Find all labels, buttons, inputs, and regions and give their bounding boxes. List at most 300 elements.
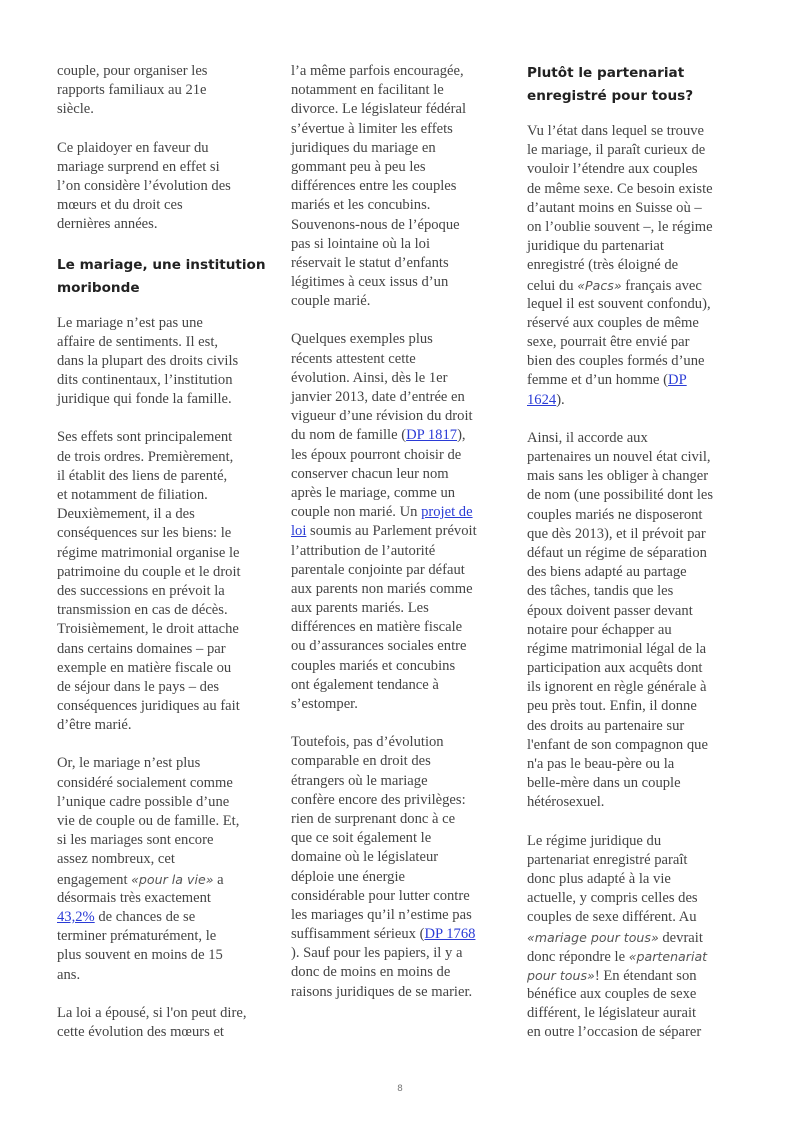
text-run: Toutefois, pas d’évolution xyxy=(291,734,444,751)
text-line xyxy=(527,621,752,640)
text-line xyxy=(57,352,282,371)
text-run: couples de sexe différent. Au xyxy=(527,909,697,926)
text-run: participation aux acquêts dont xyxy=(527,660,703,677)
text-line xyxy=(291,407,516,426)
text-run: ). xyxy=(556,391,565,408)
paragraph xyxy=(291,62,516,311)
text-run: rapports familiaux au 21e xyxy=(57,82,207,99)
text-line xyxy=(527,276,752,295)
text-run: considéré socialement comme xyxy=(57,774,233,791)
text-run: devrait xyxy=(658,929,703,946)
text-run: celui du xyxy=(527,277,578,294)
reference-link[interactable]: loi xyxy=(291,523,307,540)
text-line xyxy=(527,295,752,314)
text-run: réservé aux couples de même xyxy=(527,314,699,331)
text-line xyxy=(291,196,516,215)
text-run: patrimoine du couple et le droit xyxy=(57,563,241,580)
text-run: actuelle, y compris celles des xyxy=(527,890,698,907)
text-run: légitimes à ceux issus d’un xyxy=(291,274,449,291)
text-line xyxy=(57,927,282,946)
text-run: notaire pour échapper au xyxy=(527,621,672,638)
reference-link[interactable]: 43,2% xyxy=(57,908,95,925)
text-line xyxy=(57,946,282,965)
text-line xyxy=(291,618,516,637)
text-run: que ce soit également le xyxy=(291,830,432,847)
text-line xyxy=(291,177,516,196)
text-line xyxy=(527,314,752,333)
text-line xyxy=(57,716,282,735)
text-line xyxy=(291,465,516,484)
text-run: couple marié. xyxy=(291,293,371,310)
text-run: l’unique cadre possible d’une xyxy=(57,793,230,810)
text-line xyxy=(527,678,752,697)
text-line xyxy=(57,850,282,869)
text-run: pas si lointaine où la loi xyxy=(291,235,431,252)
text-run: ! En étendant son xyxy=(594,967,697,984)
text-run: Ainsi, il accorde aux xyxy=(527,429,648,446)
text-run: donc de moins en moins de xyxy=(291,964,451,981)
text-line xyxy=(57,563,282,582)
text-line xyxy=(57,62,282,81)
text-line xyxy=(291,810,516,829)
text-run: vie de couple ou de famille. Et, xyxy=(57,813,240,829)
text-line xyxy=(57,254,282,277)
text-run: s’évertue à limiter les effets xyxy=(291,120,453,137)
text-line xyxy=(291,273,516,292)
text-line xyxy=(57,544,282,563)
text-run: confère encore des privilèges: xyxy=(291,791,466,808)
text-line xyxy=(291,216,516,235)
text-line xyxy=(57,774,282,793)
text-run: désormais très exactement xyxy=(57,889,211,906)
text-run: français avec xyxy=(621,277,702,294)
paragraph xyxy=(527,832,752,1043)
text-run: couple, pour organiser les xyxy=(57,63,208,79)
text-run: s’estomper. xyxy=(291,696,358,712)
text-line xyxy=(527,889,752,908)
text-run: raisons juridiques de se marier. xyxy=(291,983,473,1000)
text-line xyxy=(527,736,752,755)
text-line xyxy=(57,215,282,234)
text-run: de séjour dans le pays – des xyxy=(57,678,220,695)
text-run: couples mariés et concubins xyxy=(291,657,456,674)
text-run: Souvenons-nous de l’époque xyxy=(291,216,460,233)
emphasis-text: «mariage pour tous» xyxy=(527,929,659,945)
text-line xyxy=(291,983,516,1002)
text-run: d’autant moins en Suisse où – xyxy=(527,199,702,216)
text-run: divorce. Le législateur fédéral xyxy=(291,101,467,118)
text-line xyxy=(527,256,752,275)
text-line xyxy=(291,254,516,273)
text-line xyxy=(291,599,516,618)
text-line xyxy=(57,505,282,524)
text-line xyxy=(527,62,752,85)
paragraph xyxy=(57,139,282,235)
text-run: couples mariés ne disposeront xyxy=(527,506,703,523)
text-line xyxy=(57,620,282,639)
text-run: Le mariage, une institution xyxy=(57,256,266,273)
text-line xyxy=(57,793,282,812)
paragraph xyxy=(291,733,516,1002)
text-run: étrangers où le mariage xyxy=(291,772,428,789)
text-line xyxy=(57,1004,282,1023)
text-line xyxy=(291,561,516,580)
text-line xyxy=(527,697,752,716)
text-line xyxy=(57,870,282,889)
text-line xyxy=(527,717,752,736)
text-line xyxy=(291,848,516,867)
text-run: donc répondre le xyxy=(527,948,629,965)
text-run: mœurs et du droit ces xyxy=(57,197,183,214)
text-line xyxy=(291,752,516,771)
paragraph xyxy=(291,330,516,714)
text-run: l’on considère l’évolution des xyxy=(57,177,231,194)
text-line xyxy=(57,196,282,215)
text-line xyxy=(291,81,516,100)
text-run: rien de surprenant donc à ce xyxy=(291,810,456,827)
text-run: plus souvent en moins de 15 xyxy=(57,947,223,964)
text-run: aux parents non mariés comme xyxy=(291,580,473,597)
text-run: ), xyxy=(457,427,466,444)
text-run: janvier 2013, date d’entrée en xyxy=(291,389,465,405)
text-line xyxy=(57,448,282,467)
text-line xyxy=(291,676,516,695)
text-line xyxy=(57,889,282,908)
text-run: après le mariage, comme un xyxy=(291,484,456,501)
text-line xyxy=(57,678,282,697)
text-run: aux parents mariés. Les xyxy=(291,600,429,617)
text-line xyxy=(527,832,752,851)
text-run: juridique qui fonde la famille. xyxy=(57,391,232,408)
text-line xyxy=(57,486,282,505)
text-run: enregistré (très éloigné de xyxy=(527,257,679,274)
text-run: des biens adapté au partage xyxy=(527,564,687,581)
text-line xyxy=(57,601,282,620)
text-line xyxy=(291,829,516,848)
text-run: l’a même parfois encouragée, xyxy=(291,63,464,79)
text-line xyxy=(527,851,752,870)
text-run: différences entre les couples xyxy=(291,178,457,195)
text-run: mariés et les concubins. xyxy=(291,197,431,214)
text-line xyxy=(527,582,752,601)
text-run: femme et d’un homme ( xyxy=(527,372,669,389)
text-run: Troisièmement, le droit attache xyxy=(57,621,239,638)
text-run: siècle. xyxy=(57,101,94,118)
text-run: de trois ordres. Premièrement, xyxy=(57,448,234,465)
text-run: couple non marié. Un xyxy=(291,504,422,521)
text-run: vouloir l’étendre aux couples xyxy=(527,161,698,178)
text-line xyxy=(527,199,752,218)
text-line xyxy=(527,908,752,927)
text-run: des tâches, tandis que les xyxy=(527,583,674,600)
text-line xyxy=(527,85,752,108)
text-run: gommant peu à peu les xyxy=(291,158,426,175)
text-run: Le régime juridique du xyxy=(527,832,662,849)
text-line xyxy=(57,428,282,447)
text-line xyxy=(291,772,516,791)
text-run: ils ignorent en règle générale à xyxy=(527,679,707,696)
text-line xyxy=(291,695,516,714)
text-line xyxy=(291,139,516,158)
emphasis-text: «pour la vie» xyxy=(131,871,214,887)
text-line xyxy=(57,100,282,119)
text-line xyxy=(291,542,516,561)
text-line xyxy=(527,486,752,505)
emphasis-text: «partenariat xyxy=(628,948,708,964)
text-line xyxy=(57,139,282,158)
text-run: Ce plaidoyer en faveur du xyxy=(57,139,209,156)
text-line xyxy=(57,831,282,850)
text-line xyxy=(291,350,516,369)
text-line xyxy=(527,602,752,621)
text-line xyxy=(527,333,752,352)
text-line xyxy=(527,180,752,199)
emphasis-text: pour tous» xyxy=(527,967,595,983)
text-run: exemple en matière fiscale ou xyxy=(57,659,232,676)
text-line xyxy=(57,1023,282,1042)
text-line xyxy=(527,1004,752,1023)
text-run: que dès 2013), et il prévoit par xyxy=(527,525,706,542)
text-column-1 xyxy=(57,62,282,1061)
text-line xyxy=(527,160,752,179)
text-line xyxy=(291,100,516,119)
text-run: défaut un régime de séparation xyxy=(527,544,707,561)
text-run: moribonde xyxy=(57,279,140,296)
text-run: donc plus adapté à la vie xyxy=(527,870,671,887)
emphasis-text: «Pacs» xyxy=(577,277,622,293)
text-line xyxy=(291,484,516,503)
text-run: vigueur d’une révision du droit xyxy=(291,408,473,425)
reference-link[interactable]: 1624 xyxy=(527,391,557,408)
text-line xyxy=(57,177,282,196)
reference-link[interactable]: projet de xyxy=(421,504,473,521)
text-run: de chances de se xyxy=(94,908,196,925)
text-line xyxy=(57,582,282,601)
text-line xyxy=(527,122,752,141)
text-line xyxy=(291,963,516,982)
text-run: juridiques du mariage en xyxy=(291,139,436,156)
text-line xyxy=(527,966,752,985)
text-run: Le mariage n’est pas une xyxy=(57,314,203,331)
text-run: le mariage, il paraît curieux de xyxy=(527,142,706,159)
paragraph xyxy=(527,429,752,813)
text-run: Ses effets sont principalement xyxy=(57,429,233,446)
text-line xyxy=(291,580,516,599)
text-run: et notamment de filiation. xyxy=(57,487,208,503)
text-run: dernières années. xyxy=(57,216,158,233)
text-line xyxy=(527,947,752,966)
text-line xyxy=(527,352,752,371)
text-run: époux doivent passer devant xyxy=(527,602,693,619)
text-line xyxy=(57,640,282,659)
text-run: suffisamment sérieux ( xyxy=(291,926,425,943)
text-line xyxy=(291,791,516,810)
text-run: partenaires un nouvel état civil, xyxy=(527,449,711,465)
text-run: de nom (une possibilité dont les xyxy=(527,487,714,504)
text-run: juridique du partenariat xyxy=(527,238,664,255)
text-line xyxy=(57,697,282,716)
text-run: conséquences juridiques au fait xyxy=(57,698,240,715)
text-line xyxy=(527,506,752,525)
text-line xyxy=(57,659,282,678)
text-line xyxy=(57,81,282,100)
text-run: conserver chacun leur nom xyxy=(291,465,449,482)
text-line xyxy=(527,928,752,947)
text-run: en outre l’occasion de séparer xyxy=(527,1024,702,1041)
text-line xyxy=(57,966,282,985)
text-line xyxy=(291,657,516,676)
text-line xyxy=(291,388,516,407)
text-line xyxy=(57,467,282,486)
text-line xyxy=(291,446,516,465)
text-run: Plutôt le partenariat xyxy=(527,65,685,81)
text-run: enregistré pour tous? xyxy=(527,88,694,104)
text-column-2 xyxy=(291,62,516,1021)
text-run: régime matrimonial organise le xyxy=(57,544,240,561)
text-run: du nom de famille ( xyxy=(291,427,407,444)
text-run: mais sans les obliger à changer xyxy=(527,468,709,485)
text-run: des successions en prévoit la xyxy=(57,582,225,599)
text-run: terminer prématurément, le xyxy=(57,928,217,945)
text-line xyxy=(291,944,516,963)
text-run: conséquences sur les biens: le xyxy=(57,525,232,542)
text-run: déploie une énergie xyxy=(291,868,405,885)
page-number: 8 xyxy=(397,1084,403,1094)
text-line xyxy=(527,563,752,582)
text-run: ). Sauf pour les papiers, il y a xyxy=(291,945,463,962)
text-run: partenariat enregistré paraît xyxy=(527,851,688,868)
text-run: Or, le mariage n’est plus xyxy=(57,755,201,772)
text-line xyxy=(527,525,752,544)
paragraph xyxy=(57,1004,282,1042)
text-line xyxy=(527,218,752,237)
text-line xyxy=(527,237,752,256)
text-run: transmission en cas de décès. xyxy=(57,602,228,619)
text-line xyxy=(291,503,516,522)
text-line xyxy=(527,870,752,889)
reference-link[interactable]: DP xyxy=(668,372,687,389)
text-line xyxy=(57,812,282,831)
text-line xyxy=(527,755,752,774)
text-line xyxy=(291,733,516,752)
text-line xyxy=(527,467,752,486)
text-line xyxy=(291,292,516,311)
text-line xyxy=(527,1023,752,1042)
text-line xyxy=(527,448,752,467)
text-run: hétérosexuel. xyxy=(527,794,605,811)
text-line xyxy=(527,371,752,390)
section-heading xyxy=(57,254,282,300)
paragraph xyxy=(57,428,282,735)
text-line xyxy=(291,235,516,254)
text-run: engagement xyxy=(57,871,132,888)
text-line xyxy=(291,369,516,388)
text-run: belle-mère dans un couple xyxy=(527,775,681,792)
text-run: peu près tout. Enfin, il donne xyxy=(527,698,697,715)
text-line xyxy=(291,637,516,656)
text-run: dans certains domaines – par xyxy=(57,640,226,657)
text-line xyxy=(57,371,282,390)
text-run: mariage surprend en effet si xyxy=(57,158,220,175)
reference-link[interactable]: DP 1768 xyxy=(424,926,476,943)
text-run: des droits au partenaire sur xyxy=(527,717,685,734)
text-line xyxy=(291,906,516,925)
paragraph xyxy=(57,62,282,120)
text-line xyxy=(527,640,752,659)
text-run: les époux pourront choisir de xyxy=(291,446,462,463)
text-run: comparable en droit des xyxy=(291,753,431,770)
text-line xyxy=(291,120,516,139)
text-run: cette évolution des mœurs et xyxy=(57,1023,224,1040)
section-heading xyxy=(527,62,752,108)
text-run: a xyxy=(213,871,224,888)
paragraph xyxy=(527,122,752,410)
text-column-3 xyxy=(527,62,752,1062)
text-run: ou d’assurances sociales entre xyxy=(291,638,467,655)
text-run: il établit des liens de parenté, xyxy=(57,467,228,484)
text-run: si les mariages sont encore xyxy=(57,832,214,849)
text-run: l'enfant de son compagnon que xyxy=(527,736,708,753)
text-run: ont également tendance à xyxy=(291,676,439,693)
text-line xyxy=(527,985,752,1004)
text-line xyxy=(291,158,516,177)
reference-link[interactable]: DP 1817 xyxy=(406,427,458,444)
text-run: ans. xyxy=(57,966,81,983)
text-run: bénéfice aux couples de sexe xyxy=(527,986,697,1003)
text-run: dans la plupart des droits civils xyxy=(57,352,239,369)
text-line xyxy=(527,544,752,563)
text-line xyxy=(57,908,282,927)
text-run: lequel il est souvent confondu), xyxy=(527,295,711,312)
text-run: différent, le législateur aurait xyxy=(527,1005,697,1022)
paragraph xyxy=(57,314,282,410)
text-run: différences en matière fiscale xyxy=(291,619,463,636)
text-run: les mariages qu’il n’estime pas xyxy=(291,906,472,923)
text-line xyxy=(57,754,282,773)
text-line xyxy=(291,62,516,81)
text-line xyxy=(291,522,516,541)
text-run: soumis au Parlement prévoit xyxy=(306,523,477,540)
text-run: évolution. Ainsi, dès le 1er xyxy=(291,369,448,386)
text-line xyxy=(57,158,282,177)
text-run: assez nombreux, cet xyxy=(57,851,175,868)
paragraph xyxy=(57,754,282,984)
text-run: réservait le statut d’enfants xyxy=(291,254,449,271)
text-run: de même sexe. Ce besoin existe xyxy=(527,180,713,197)
text-run: régime matrimonial légal de la xyxy=(527,640,707,657)
text-line xyxy=(527,429,752,448)
text-run: considérable pour lutter contre xyxy=(291,887,470,904)
text-run: domaine où le législateur xyxy=(291,849,439,866)
text-line xyxy=(291,925,516,944)
text-line xyxy=(527,793,752,812)
text-line xyxy=(527,774,752,793)
text-run: parentale conjointe par défaut xyxy=(291,561,465,578)
text-line xyxy=(57,277,282,300)
text-line xyxy=(527,391,752,410)
text-run: bien des couples formés d’une xyxy=(527,353,705,370)
text-run: l’attribution de l’autorité xyxy=(291,542,436,559)
text-run: on l’oublie souvent –, le régime xyxy=(527,218,713,235)
text-line xyxy=(291,426,516,445)
text-run: sexe, pourrait être envié par xyxy=(527,334,690,351)
text-line xyxy=(57,524,282,543)
text-run: dits continentaux, l’institution xyxy=(57,372,233,389)
text-run: Quelques exemples plus xyxy=(291,331,433,348)
text-line xyxy=(291,330,516,349)
text-line xyxy=(57,390,282,409)
text-line xyxy=(291,868,516,887)
